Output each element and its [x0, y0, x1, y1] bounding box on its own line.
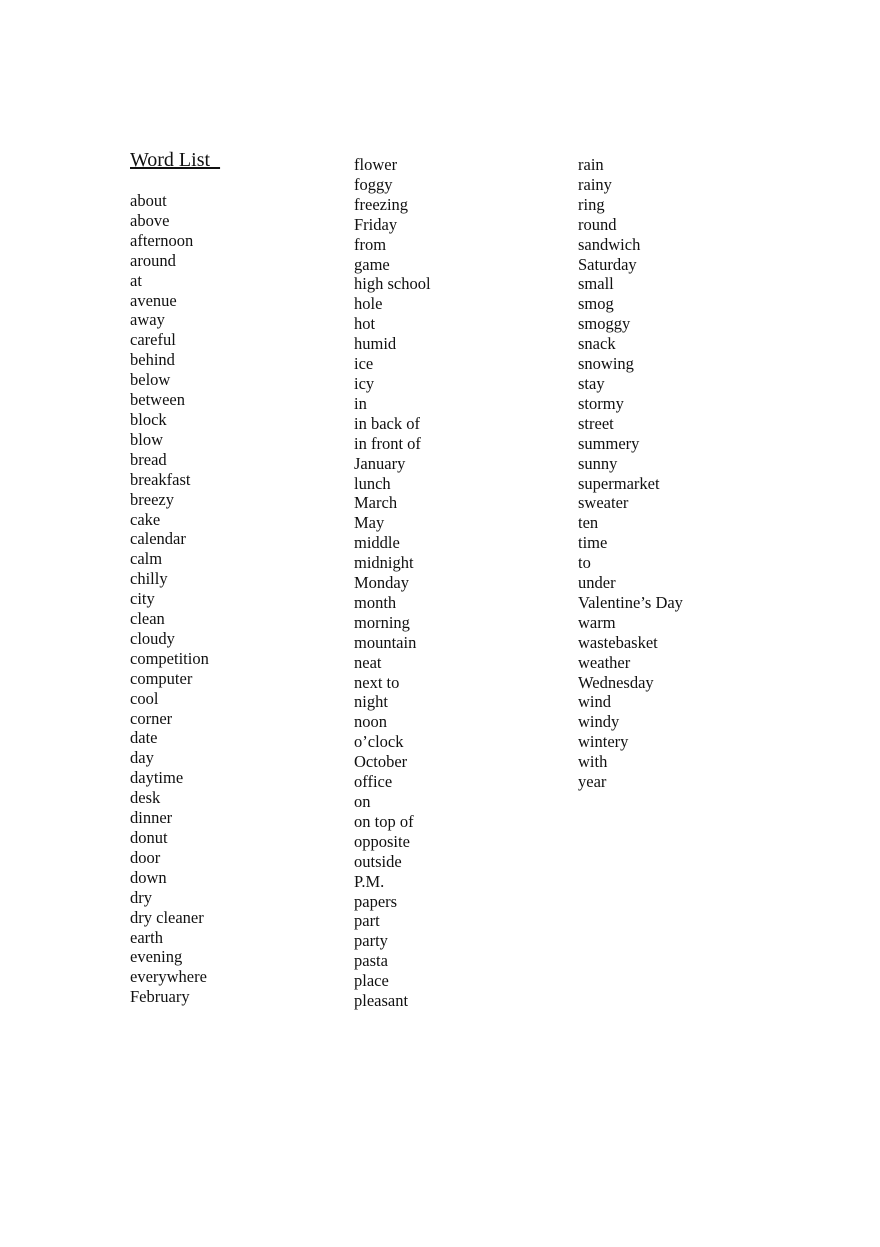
word-item: above	[130, 210, 170, 230]
word-item: earth	[130, 927, 163, 947]
word-item: January	[354, 453, 406, 473]
word-item: afternoon	[130, 230, 194, 250]
word-item: morning	[354, 612, 410, 632]
word-item: on	[354, 792, 371, 811]
word-item: pasta	[354, 951, 388, 971]
word-item: midnight	[354, 553, 414, 573]
word-item: in	[354, 393, 367, 413]
word-item: snack	[578, 334, 616, 354]
word-item: cake	[130, 509, 161, 529]
word-item: sunny	[578, 453, 618, 473]
word-item: Saturday	[578, 254, 637, 274]
word-item: windy	[578, 712, 620, 732]
word-item: wintery	[578, 732, 629, 752]
word-item: block	[130, 409, 167, 429]
word-item: smoggy	[578, 314, 631, 334]
word-item: at	[130, 270, 142, 290]
word-item: cool	[130, 688, 159, 708]
word-item: icy	[354, 373, 375, 393]
word-item: year	[578, 772, 607, 792]
word-item: date	[130, 728, 158, 748]
word-item: P.M.	[354, 871, 385, 891]
word-item: hot	[354, 314, 376, 334]
word-item: city	[130, 589, 155, 609]
word-item: summery	[578, 433, 640, 453]
word-item: with	[578, 752, 608, 772]
word-item: mountain	[354, 632, 417, 652]
word-item: Friday	[354, 214, 398, 234]
word-item: calm	[130, 549, 163, 569]
word-item: corner	[130, 708, 173, 728]
word-item: foggy	[354, 174, 393, 194]
word-item: stormy	[578, 393, 624, 413]
word-item: Valentine’s Day	[578, 592, 683, 612]
word-item: desk	[130, 788, 161, 808]
word-item: freezing	[354, 194, 409, 214]
word-item: month	[354, 592, 397, 612]
word-item: blow	[130, 429, 163, 449]
word-column-2	[354, 155, 431, 1011]
word-item: March	[354, 493, 398, 513]
word-item: sandwich	[578, 234, 641, 254]
word-item: snowing	[578, 354, 634, 374]
word-item: May	[354, 513, 385, 533]
word-item: part	[354, 911, 380, 931]
word-item: office	[354, 772, 393, 792]
word-item: wind	[578, 692, 611, 712]
word-item: night	[354, 692, 388, 712]
word-item: dry cleaner	[130, 907, 204, 927]
word-item: away	[130, 310, 165, 330]
word-item: calendar	[130, 529, 186, 549]
word-item: on top of	[354, 811, 414, 831]
word-item: o’clock	[354, 732, 404, 752]
word-item: smog	[578, 294, 614, 314]
word-item: stay	[578, 373, 605, 393]
word-item: between	[130, 390, 185, 410]
word-item: bread	[130, 449, 167, 469]
word-item: rain	[578, 155, 604, 174]
word-column-3	[578, 155, 683, 792]
word-item: high school	[354, 274, 431, 294]
word-item: avenue	[130, 290, 177, 310]
word-item: about	[130, 191, 167, 210]
word-item: Wednesday	[578, 672, 654, 692]
word-item: place	[354, 971, 389, 991]
word-item: daytime	[130, 768, 184, 788]
word-item: outside	[354, 851, 402, 871]
word-item: careful	[130, 330, 176, 350]
word-item: pleasant	[354, 991, 409, 1011]
word-column-1	[130, 191, 209, 1007]
word-item: computer	[130, 668, 193, 688]
word-item: supermarket	[578, 473, 660, 493]
word-item: in back of	[354, 413, 420, 433]
word-item: behind	[130, 350, 175, 370]
word-item: rainy	[578, 174, 612, 194]
word-item: day	[130, 748, 154, 768]
page-title: Word List	[130, 149, 221, 171]
word-item: from	[354, 234, 387, 254]
word-item: ring	[578, 194, 605, 214]
word-item: dinner	[130, 808, 173, 828]
word-item: below	[130, 370, 171, 390]
word-item: everywhere	[130, 967, 207, 987]
word-item: lunch	[354, 473, 391, 493]
word-item: down	[130, 867, 167, 887]
word-item: clean	[130, 609, 165, 629]
word-item: papers	[354, 891, 398, 911]
word-item: under	[578, 573, 616, 593]
word-item: weather	[578, 652, 631, 672]
word-item: party	[354, 931, 388, 951]
word-item: breakfast	[130, 469, 191, 489]
word-item: opposite	[354, 831, 410, 851]
word-item: competition	[130, 648, 209, 668]
word-item: flower	[354, 155, 398, 174]
word-item: Monday	[354, 573, 409, 593]
word-item: round	[578, 214, 617, 234]
word-item: time	[578, 533, 608, 553]
word-item: humid	[354, 334, 397, 354]
word-item: hole	[354, 294, 383, 314]
word-item: February	[130, 987, 190, 1007]
word-item: ice	[354, 354, 374, 374]
word-item: October	[354, 752, 408, 772]
word-item: next to	[354, 672, 400, 692]
word-item: cloudy	[130, 628, 175, 648]
word-item: neat	[354, 652, 382, 672]
word-item: game	[354, 254, 390, 274]
word-item: sweater	[578, 493, 629, 513]
word-item: chilly	[130, 569, 168, 589]
word-item: donut	[130, 828, 168, 847]
word-item: dry	[130, 887, 152, 907]
word-item: street	[578, 413, 614, 433]
word-item: door	[130, 847, 161, 867]
word-item: warm	[578, 612, 616, 632]
word-item: ten	[578, 513, 599, 533]
word-item: around	[130, 250, 176, 270]
word-item: to	[578, 553, 591, 573]
word-item: in front of	[354, 433, 421, 453]
word-item: evening	[130, 947, 183, 967]
word-item: breezy	[130, 489, 174, 509]
word-item: noon	[354, 712, 387, 732]
word-item: middle	[354, 533, 400, 553]
word-item: wastebasket	[578, 632, 658, 652]
word-item: small	[578, 274, 614, 294]
